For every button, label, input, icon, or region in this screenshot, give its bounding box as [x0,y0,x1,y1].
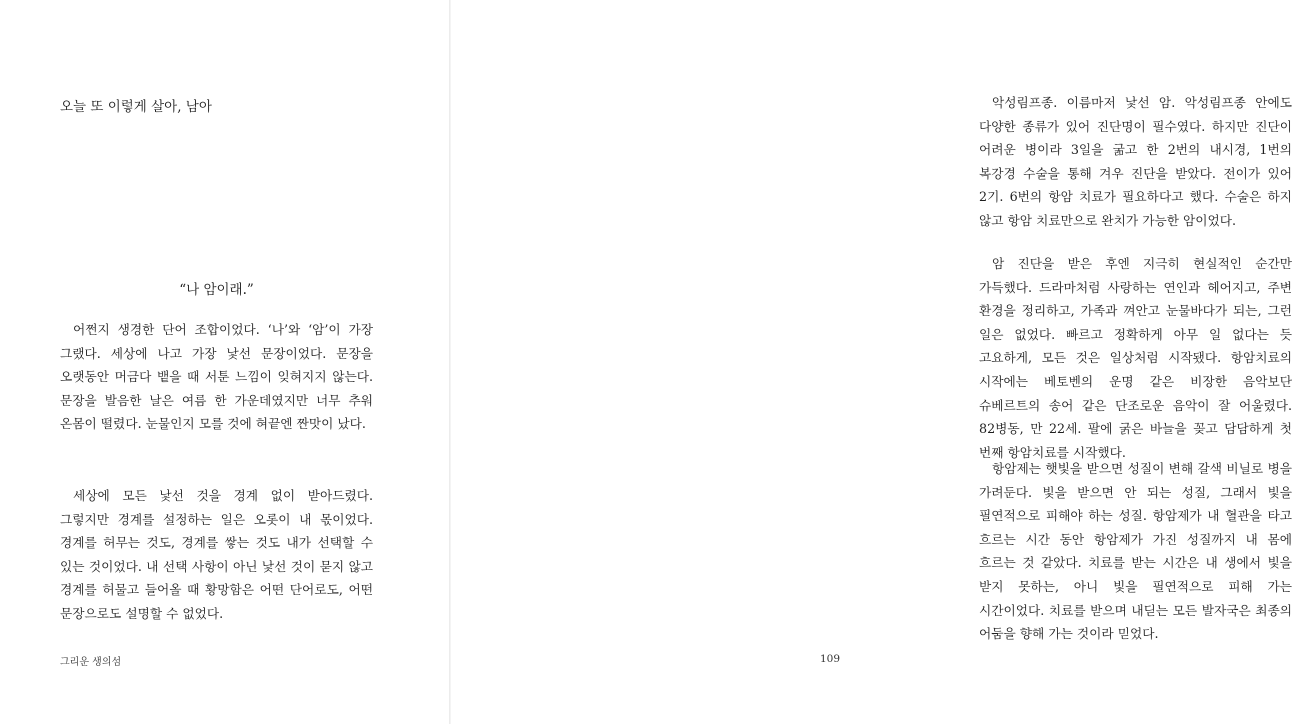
body-paragraph: 어쩐지 생경한 단어 조합이었다. ‘나’와 ‘암’이 가장 그랬다. 세상에 나고 가장 낯선 문장이었다. 문장을 오랫동안 머금다 뱉을 때 서툰 느낌이 잊혀지지 않는다. 문장을 발음한 날은 여름 한 가운데였지만 너무 추워 온몸이 떨렸다. 눈물인지 모를 것에 혀끝엔 짠맛이 났다. [60,322,373,432]
quote-line: “나 암이래.” [179,282,254,298]
body-paragraph: 암 진단을 받은 후엔 지극히 현실적인 순간만 가득했다. 드라마처럼 사랑하는 연인과 헤어지고, 주변 환경을 정리하고, 가족과 껴안고 눈물바다가 되는, 그런 일은 없었다. 빠르고 정확하게 아무 일 없다는 듯 고요하게, 모든 것은 일상처럼 시작됐다. 항암치료의 시작에는 베토벤의 운명 같은 비장한 음악보단 슈베르트의 송어 같은 단조로운 음악이 잘 어울렸다. 82병동, 만 22세. 팔에 굵은 바늘을 꽂고 담담하게 첫 번째 항암치료를 시작했다. [979,256,1292,460]
right-page [451,0,1292,724]
body-paragraph: 악성림프종. 이름마저 낯선 암. 악성림프종 안에도 다양한 종류가 있어 진단명이 필수였다. 하지만 진단이 어려운 병이라 3일을 굶고 한 2번의 내시경, 1번의 복강경 수술을 통해 겨우 진단을 받았다. 전이가 있어 2기. 6번의 항암 치료가 필요하다고 했다. 수술은 하지 않고 항암 치료만으로 완치가 가능한 암이었다. [979,95,1292,228]
body-paragraph: 세상에 모든 낯선 것을 경계 없이 받아드렸다. 그렇지만 경계를 설정하는 일은 오롯이 내 몫이었다. 경계를 허무는 것도, 경계를 쌓는 것도 내가 선택할 수 있는 것이었다. 내 선택 사항이 아닌 낯선 것이 묻지 않고 경계를 허물고 들어올 때 황망함은 어떤 단어로도, 어떤 문장으로도 설명할 수 없었다. [60,488,373,621]
page-number: 109 [819,653,840,665]
chapter-title: 오늘 또 이렇게 살아, 남아 [60,99,212,115]
body-paragraph: 항암제는 햇빛을 받으면 성질이 변해 갈색 비닐로 병을 가려둔다. 빛을 받으면 안 되는 성질, 그래서 빛을 필연적으로 피해야 하는 성질. 항암제가 내 혈관을 타고 흐르는 시간 동안 항암제가 가진 성질까지 내 몸에 흐르는 것 같았다. 치료를 받는 시간은 내 생에서 빛을 받지 못하는, 아니 빛을 필연적으로 피해 가는 시간이었다. 치료를 받으며 내딛는 모든 발자국은 최종의 어둠을 향해 가는 것이라 믿었다. [979,461,1292,642]
running-footer: 그리운 생의섬 [60,657,122,668]
left-page [0,0,450,724]
